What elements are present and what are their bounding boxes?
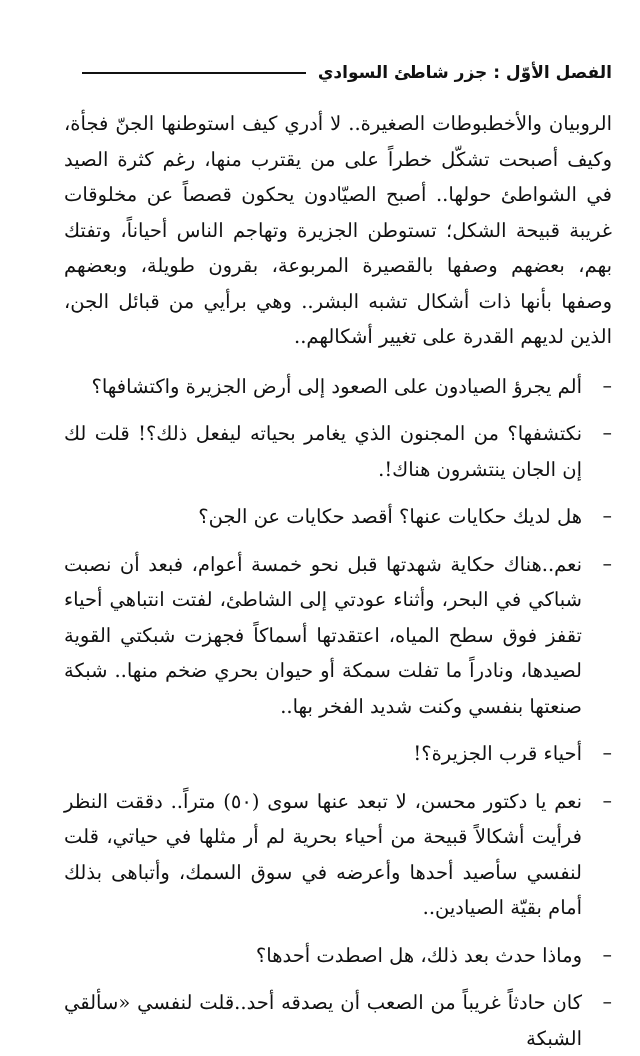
dialogue-text: نكتشفها؟ من المجنون الذي يغامر بحياته ليفعل ذلك؟! قلت لك إن الجان ينتشرون هناك!. xyxy=(64,422,582,481)
dialogue-line xyxy=(64,369,612,405)
header-rule xyxy=(82,72,306,74)
dialogue-line xyxy=(64,736,612,772)
dialogue-text: نعم..هناك حكاية شهدتها قبل نحو خمسة أعوام، فبعد أن نصبت شباكي في البحر، وأثناء عودتي إلى الشاطئ، لفتت انتباهي أحياء تقفز فوق سطح المياه، اعتقدتها أسماكاً فجهزت شبكتي القوية لصيدها، ونادراً ما تفلت سمكة أو حيوان بحري ضخم منها.. شبكة صنعتها بنفسي وكنت شديد الفخر بها.. xyxy=(64,552,582,718)
dialogue-line xyxy=(64,499,612,535)
dialogue-text: نعم يا دكتور محسن، لا تبعد عنها سوى (٥٠) متراً.. دققت النظر فرأيت أشكالاً قبيحة من أحياء بحرية لم أر مثلها في حياتي، قلت لنفسي سأصيد أحدها وأعرضه في سوق السمك، وأتباهى بذلك أمام بقيّة الصيادين.. xyxy=(64,789,583,919)
dialogue-line xyxy=(64,985,612,1056)
dialogue-line xyxy=(64,547,612,725)
dialogue-text: ألم يجرؤ الصيادون على الصعود إلى أرض الجزيرة واكتشافها؟ xyxy=(91,374,582,398)
dialogue-dash: – xyxy=(602,552,612,575)
dialogue-dash: – xyxy=(602,422,612,444)
dialogue-line xyxy=(64,938,612,974)
dialogue-dash: – xyxy=(602,943,612,966)
dialogue-text: وماذا حدث بعد ذلك، هل اصطدت أحدها؟ xyxy=(255,943,582,967)
dialogue-dash: – xyxy=(602,789,612,812)
running-header xyxy=(82,58,612,88)
dialogue-line xyxy=(64,416,612,487)
dialogue-text: هل لديك حكايات عنها؟ أقصد حكايات عن الجن؟ xyxy=(198,505,582,528)
dialogue-text: كان حادثاً غريباً من الصعب أن يصدقه أحد..قلت لنفسي «سألقي الشبكة xyxy=(64,991,582,1050)
dialogue-dash: – xyxy=(602,991,612,1013)
opening-paragraph: الروبيان والأخطبوطات الصغيرة.. لا أدري كيف استوطنها الجنّ فجأة، وكيف أصبحت تشكّل خطراً على من يقترب منها، رغم كثرة الصيد في الشواطئ حولها.. أصبح الصيّادون يحكون قصصاً عن مخلوقات غريبة قبيحة الشكل؛ تستوطن الجزيرة وتهاجم الناس أحياناً، وتفتك بهم، بعضهم وصفها بالقصيرة المربوعة، بقرون طويلة، وبعضهم وصفها بأنها ذات أشكال تشبه البشر.. وهي برأيي من قبائل الجن، الذين لديهم القدرة على تغيير أشكالهم.. xyxy=(64,112,612,348)
dialogue-dash: – xyxy=(602,742,612,764)
dialogue-dash: – xyxy=(602,374,612,397)
dialogue-line xyxy=(64,784,612,926)
dialogue-dash: – xyxy=(602,505,612,527)
page-body xyxy=(64,106,612,1056)
dialogue-text: أحياء قرب الجزيرة؟! xyxy=(413,742,582,765)
chapter-title: الفصل الأوّل : جزر شاطئ السوادي xyxy=(317,63,612,83)
